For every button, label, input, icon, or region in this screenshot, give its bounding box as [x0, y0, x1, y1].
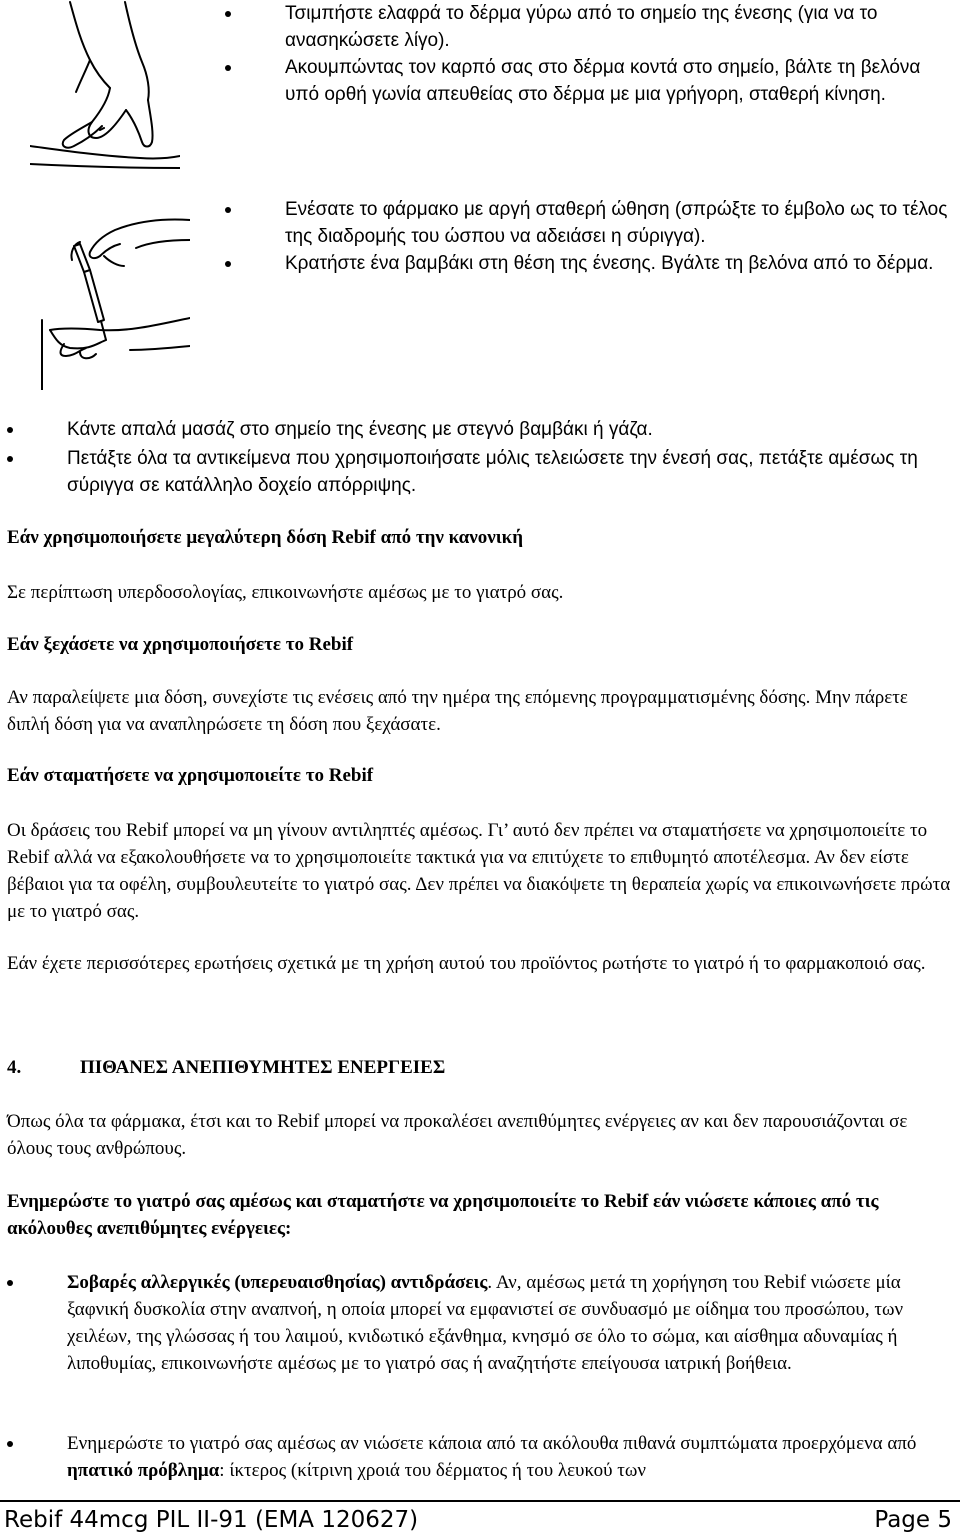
step-text: Κρατήστε ένα βαμβάκι στη θέση της ένεσης. Βγάλτε τη βελόνα από το δέρμα.	[285, 253, 934, 274]
syringe-injection-illustration	[40, 200, 190, 390]
liver-problem-item	[7, 1430, 955, 1484]
section-warning: Ενημερώστε το γιατρό σας αμέσως και σταματήστε να χρησιμοποιείτε το Rebif εάν νιώσετε κάποιες από τις ακόλουθες ανεπιθύμητες ενέργειες:	[7, 1191, 879, 1239]
footer-divider	[0, 1500, 960, 1502]
step-text: Ακουμπώντας τον καρπό σας στο δέρμα κοντά στο σημείο, βάλτε τη βελόνα υπό ορθή γωνία απευθείας στο δέρμα με μια γρήγορη, σταθερή κίνηση.	[285, 57, 921, 105]
liver-problem-label: ηπατικό πρόβλημα	[67, 1460, 220, 1481]
step-dispose	[7, 445, 955, 499]
bullet-icon	[7, 1441, 13, 1447]
step-text: Τσιμπήστε ελαφρά το δέρμα γύρω από το σημείο της ένεσης (για να το ανασηκώσετε λίγο).	[285, 3, 878, 51]
step-text: Ενέσατε το φάρμακο με αργή σταθερή ώθηση (σπρώξτε το έμβολο ως το τέλος της διαδρομής του ώσπου να αδειάσει η σύριγγα).	[285, 199, 948, 247]
step-pinch-skin	[225, 0, 955, 54]
allergic-reactions-label: Σοβαρές αλλεργικές (υπερευαισθησίας) αντιδράσεις	[67, 1272, 488, 1293]
missed-dose-text: Αν παραλείψετε μια δόση, συνεχίστε τις ενέσεις από την ημέρα της επόμενης προγραμματισμένης δόσης. Μην πάρετε διπλή δόση για να αναπληρώσετε τη δόση που ξεχάσατε.	[7, 687, 908, 735]
bullet-icon	[7, 427, 13, 433]
section-number: 4.	[7, 1057, 22, 1078]
liver-problem-post: : ίκτερος (κίτρινη χροιά του δέρματος ή του λευκού των	[219, 1460, 647, 1481]
liver-problem-pre: Ενημερώστε το γιατρό σας αμέσως αν νιώσετε κάποια από τα ακόλουθα πιθανά συμπτώματα προερχόμενα από	[67, 1433, 917, 1454]
step-text: Κάντε απαλά μασάζ στο σημείο της ένεσης με στεγνό βαμβάκι ή γάζα.	[67, 419, 653, 440]
stop-heading: Εάν σταματήσετε να χρησιμοποιείτε το Rebif	[7, 765, 374, 786]
footer-document-id: Rebif 44mcg PIL II-91 (EMA 120627)	[4, 1507, 419, 1533]
stop-text: Οι δράσεις του Rebif μπορεί να μη γίνουν αντιληπτές αμέσως. Γι’ αυτό δεν πρέπει να σταματήσετε να χρησιμοποιείτε το Rebif αλλά να εξακολουθήσετε να το χρησιμοποιείτε τακτικά για να επιτύχετε το επιθυμητό αποτέλεσμα. Αν δεν είστε βέβαιοι για τα οφέλη, συμβουλευτείτε το γιατρό σας. Δεν πρέπει να διακόψετε τη θεραπεία χωρίς να επικοινωνήσετε πρώτα με το γιατρό σας.	[7, 820, 951, 922]
allergic-reactions-desc: . Αν, αμέσως μετά τη χορήγηση του Rebif νιώσετε μία ξαφνική δυσκολία στην αναπνοή, η οποία μπορεί να εμφανιστεί σε συνδυασμό με οίδημα του προσώπου, των χειλέων, της γλώσσας ή του λαιμού, κνιδωτικό εξάνθημα, κνησμό σε όλο το σώμα, και αίσθημα αδυναμίας ή λιποθυμίας, επικοινωνήστε αμέσως με το γιατρό σας ή αναζητήστε επείγουσα ιατρική βοήθεια.	[67, 1272, 904, 1374]
allergic-reactions-text	[67, 1269, 955, 1377]
step-remove-needle	[225, 250, 955, 304]
section-title: ΠΙΘΑΝΕΣ ΑΝΕΠΙΘΥΜΗΤΕΣ ΕΝΕΡΓΕΙΕΣ	[80, 1057, 446, 1078]
step-massage	[7, 416, 955, 443]
step-insert-needle	[225, 54, 955, 135]
liver-problem-text	[67, 1430, 955, 1484]
bullet-icon	[225, 65, 231, 71]
bullet-icon	[225, 207, 231, 213]
step-inject	[225, 196, 955, 250]
footer-page-number: Page 5	[874, 1507, 952, 1533]
allergic-reactions-item	[7, 1269, 955, 1404]
step-text: Πετάξτε όλα τα αντικείμενα που χρησιμοποιήσατε μόλις τελειώσετε την ένεσή σας, πετάξτε αμέσως τη σύριγγα σε κατάλληλο δοχείο απόρριψης.	[67, 448, 918, 496]
bullet-icon	[225, 261, 231, 267]
bullet-icon	[7, 456, 13, 462]
bullet-icon	[7, 1280, 13, 1286]
section-intro: Όπως όλα τα φάρμακα, έτσι και το Rebif μπορεί να προκαλέσει ανεπιθύμητες ενέργειες αν και δεν παρουσιάζονται σε όλους τους ανθρώπους.	[7, 1111, 908, 1159]
questions-text: Εάν έχετε περισσότερες ερωτήσεις σχετικά με τη χρήση αυτού του προϊόντος ρωτήστε το γιατρό ή το φαρμακοποιό σας.	[7, 953, 926, 974]
pinch-skin-illustration	[30, 0, 180, 170]
missed-dose-heading: Εάν ξεχάσετε να χρησιμοποιήσετε το Rebif	[7, 634, 354, 655]
overdose-heading: Εάν χρησιμοποιήσετε μεγαλύτερη δόση Rebif από την κανονική	[7, 527, 523, 548]
bullet-icon	[225, 11, 231, 17]
overdose-text: Σε περίπτωση υπερδοσολογίας, επικοινωνήστε αμέσως με το γιατρό σας.	[7, 582, 564, 603]
